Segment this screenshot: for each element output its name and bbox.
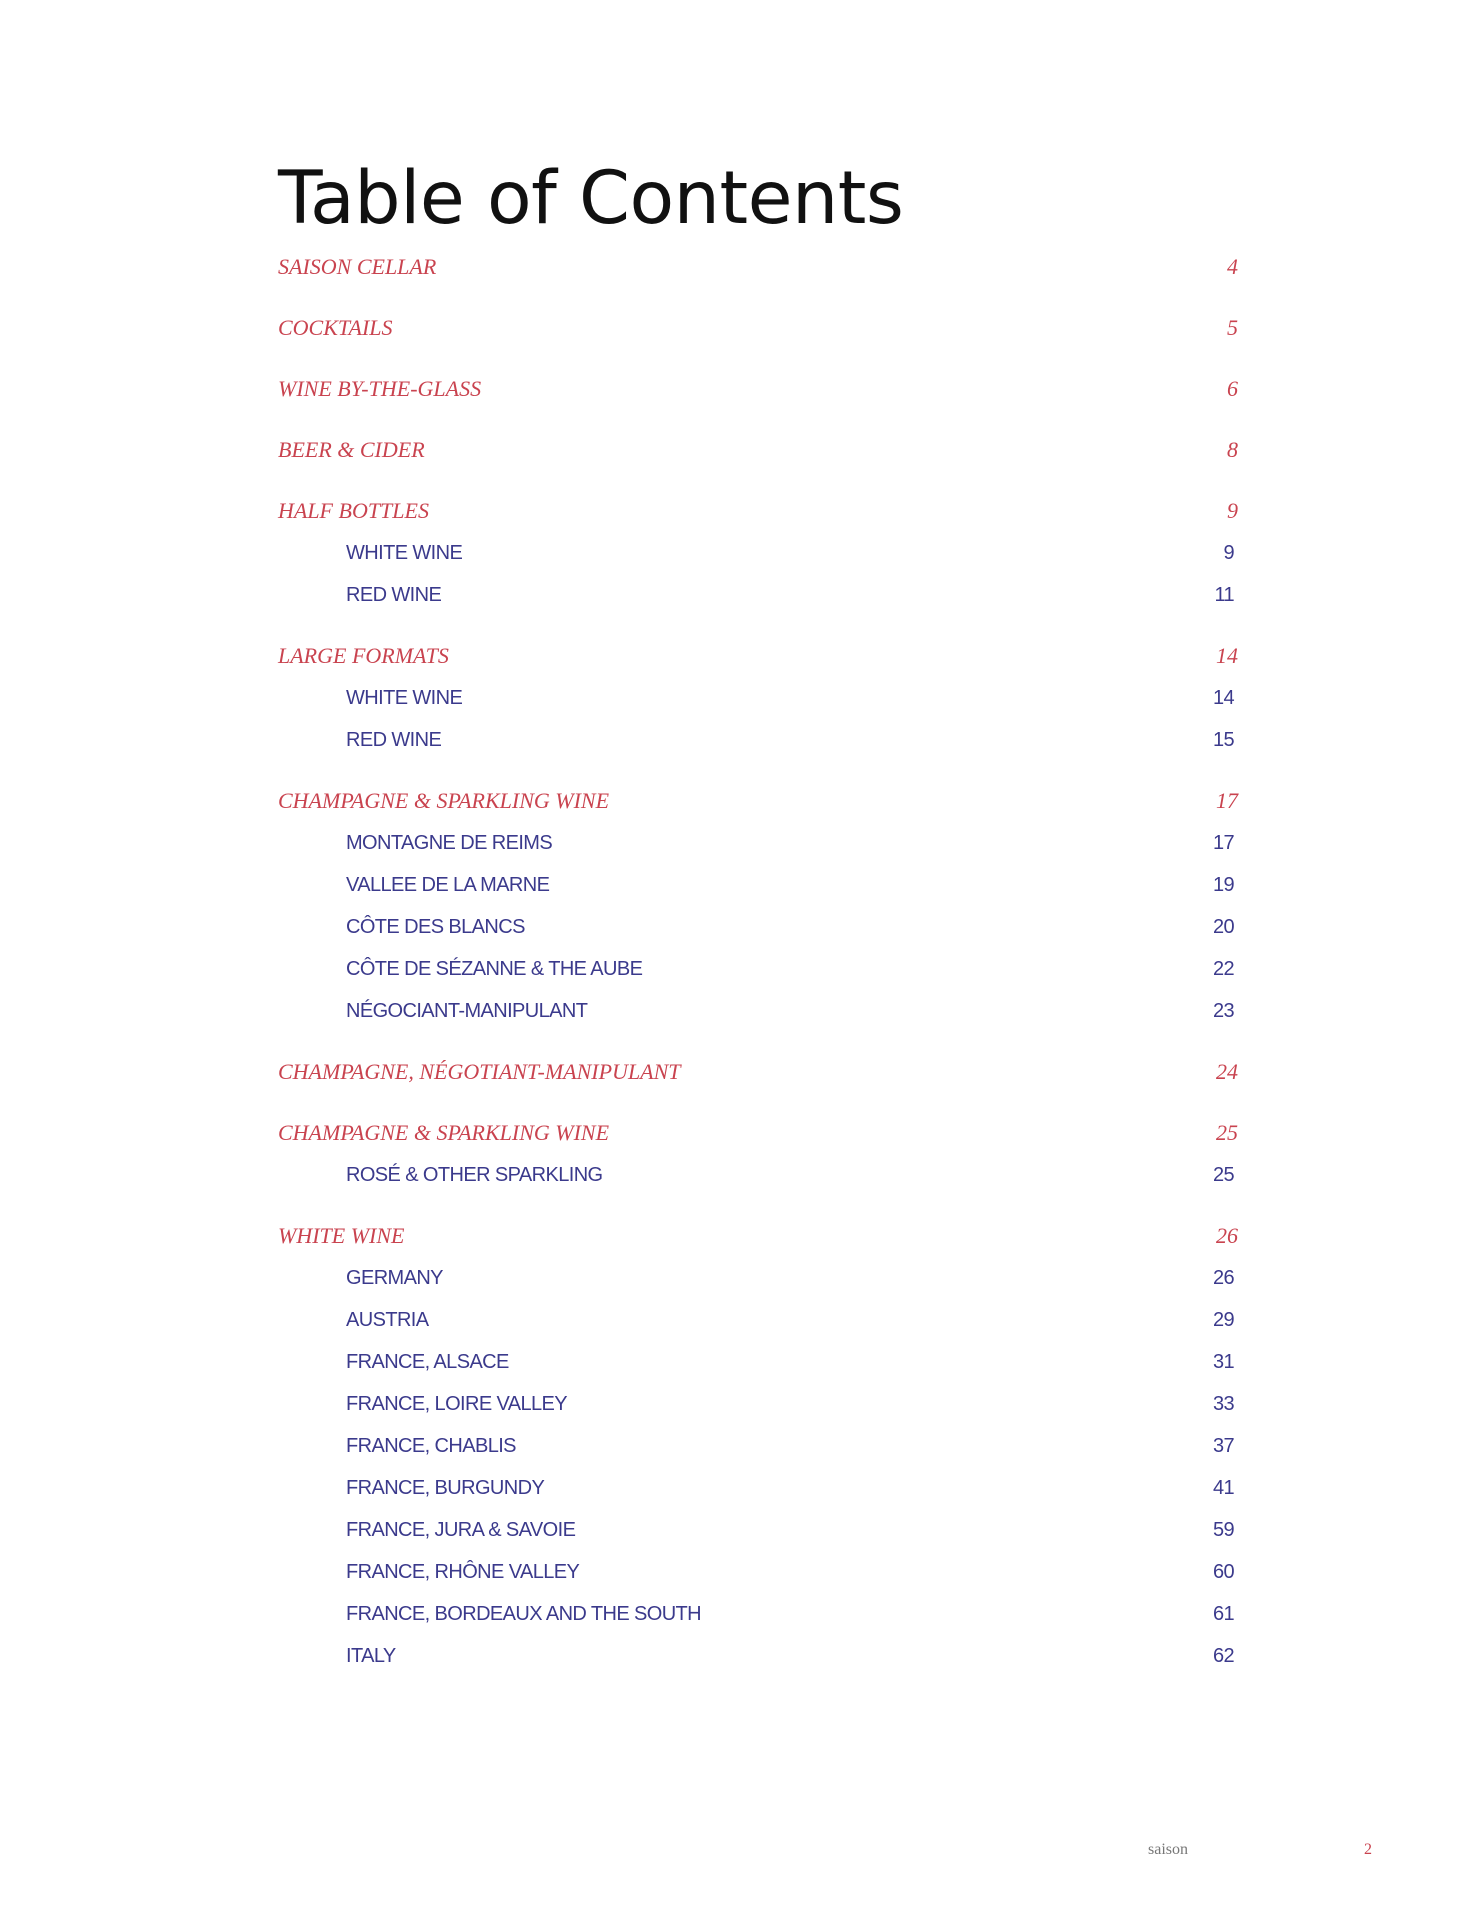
- toc-entry-label: LARGE FORMATS: [278, 643, 449, 668]
- toc-subsection-entry[interactable]: [278, 1515, 1238, 1545]
- toc-entry-label: SAISON CELLAR: [278, 254, 437, 279]
- toc-entry-page-number: 20: [1212, 916, 1234, 938]
- toc-entry-page-number: 11: [1214, 584, 1234, 606]
- toc-entry-page-number: 6: [1227, 376, 1238, 401]
- toc-entry-label: FRANCE, LOIRE VALLEY: [346, 1393, 568, 1415]
- toc-subsection-entry[interactable]: [278, 1263, 1238, 1293]
- toc-entry-label: COCKTAILS: [278, 315, 393, 340]
- toc-subsection-entry[interactable]: [278, 683, 1238, 713]
- toc-entry-page-number: 62: [1212, 1645, 1234, 1667]
- toc-entry-label: CHAMPAGNE & SPARKLING WINE: [278, 1120, 610, 1145]
- toc-section-entry[interactable]: [278, 786, 1238, 816]
- toc-entry-page-number: 22: [1212, 958, 1234, 980]
- toc-entry-page-number: 23: [1212, 1000, 1234, 1022]
- toc-section-entry[interactable]: [278, 1118, 1238, 1148]
- toc-subsection-entry[interactable]: [278, 912, 1238, 942]
- toc-entry-page-number: 41: [1212, 1477, 1234, 1499]
- toc-entry-label: RED WINE: [346, 584, 442, 606]
- toc-entry-page-number: 15: [1212, 729, 1234, 751]
- toc-entry-page-number: 14: [1212, 687, 1234, 709]
- toc-entry-label: MONTAGNE DE REIMS: [346, 832, 553, 854]
- toc-section-entry[interactable]: [278, 1057, 1238, 1087]
- toc-entry-label: FRANCE, ALSACE: [346, 1351, 509, 1373]
- toc-subsection-entry[interactable]: [278, 1305, 1238, 1335]
- toc-subsection-entry[interactable]: [278, 1557, 1238, 1587]
- footer-label: saison: [1148, 1841, 1188, 1858]
- toc-subsection-entry[interactable]: [278, 1389, 1238, 1419]
- toc-entry-page-number: 8: [1227, 437, 1238, 462]
- toc-section-entry[interactable]: [278, 313, 1238, 343]
- toc-subsection-entry[interactable]: [278, 538, 1238, 568]
- toc-entry-label: CÔTE DES BLANCS: [346, 916, 525, 938]
- toc-entry-page-number: 4: [1227, 254, 1238, 279]
- toc-subsection-entry[interactable]: [278, 1160, 1238, 1190]
- toc-entry-page-number: 9: [1223, 542, 1234, 564]
- toc-entry-page-number: 9: [1227, 498, 1238, 523]
- toc-entry-label: BEER & CIDER: [278, 437, 425, 462]
- page-title: Table of Contents: [278, 156, 904, 241]
- toc-entry-page-number: 17: [1212, 832, 1234, 854]
- toc-entry-label: FRANCE, BORDEAUX AND THE SOUTH: [346, 1603, 702, 1625]
- toc-entry-page-number: 25: [1212, 1164, 1234, 1186]
- toc-entry-label: CHAMPAGNE & SPARKLING WINE: [278, 788, 610, 813]
- toc-entry-label: CHAMPAGNE, NÉGOTIANT-MANIPULANT: [278, 1059, 681, 1084]
- toc-subsection-entry[interactable]: [278, 828, 1238, 858]
- footer-page-number: 2: [1364, 1841, 1372, 1858]
- toc-entry-label: NÉGOCIANT-MANIPULANT: [346, 1000, 588, 1022]
- toc-section-entry[interactable]: [278, 252, 1238, 282]
- toc-entry-label: CÔTE DE SÉZANNE & THE AUBE: [346, 958, 643, 980]
- toc-entry-page-number: 26: [1216, 1223, 1238, 1248]
- toc-subsection-entry[interactable]: [278, 954, 1238, 984]
- toc-subsection-entry[interactable]: [278, 870, 1238, 900]
- toc-entry-label: FRANCE, CHABLIS: [346, 1435, 516, 1457]
- toc-section-entry[interactable]: [278, 496, 1238, 526]
- toc-subsection-entry[interactable]: [278, 1473, 1238, 1503]
- toc-section-entry[interactable]: [278, 641, 1238, 671]
- toc-entry-label: HALF BOTTLES: [278, 498, 429, 523]
- toc-entry-page-number: 5: [1227, 315, 1238, 340]
- toc-entry-page-number: 26: [1212, 1267, 1234, 1289]
- toc-entry-page-number: 61: [1212, 1603, 1234, 1625]
- toc-subsection-entry[interactable]: [278, 725, 1238, 755]
- toc-entry-page-number: 33: [1212, 1393, 1234, 1415]
- toc-entry-label: FRANCE, BURGUNDY: [346, 1477, 545, 1499]
- toc-section-entry[interactable]: [278, 374, 1238, 404]
- toc-section-entry[interactable]: [278, 435, 1238, 465]
- toc-entry-label: WINE BY-THE-GLASS: [278, 376, 482, 401]
- toc-entry-label: FRANCE, JURA & SAVOIE: [346, 1519, 576, 1541]
- toc-entry-page-number: 17: [1216, 788, 1238, 813]
- toc-subsection-entry[interactable]: [278, 996, 1238, 1026]
- toc-entry-label: ITALY: [346, 1645, 396, 1667]
- toc-entry-label: WHITE WINE: [346, 687, 463, 709]
- toc-subsection-entry[interactable]: [278, 1599, 1238, 1629]
- toc-entry-label: VALLEE DE LA MARNE: [346, 874, 550, 896]
- toc-entry-label: AUSTRIA: [346, 1309, 429, 1331]
- toc-entry-label: GERMANY: [346, 1267, 443, 1289]
- toc-entry-page-number: 14: [1216, 643, 1238, 668]
- toc-entry-page-number: 25: [1216, 1120, 1238, 1145]
- toc-entry-page-number: 37: [1212, 1435, 1234, 1457]
- toc-entry-label: RED WINE: [346, 729, 442, 751]
- toc-entry-label: WHITE WINE: [346, 542, 463, 564]
- toc-entry-page-number: 31: [1212, 1351, 1234, 1373]
- toc-entry-page-number: 59: [1212, 1519, 1234, 1541]
- toc-entry-page-number: 60: [1212, 1561, 1234, 1583]
- toc-section-entry[interactable]: [278, 1221, 1238, 1251]
- toc-subsection-entry[interactable]: [278, 580, 1238, 610]
- toc-entry-label: ROSÉ & OTHER SPARKLING: [346, 1164, 603, 1186]
- toc-subsection-entry[interactable]: [278, 1641, 1238, 1671]
- toc-entry-label: WHITE WINE: [278, 1223, 405, 1248]
- toc-entry-page-number: 24: [1216, 1059, 1238, 1084]
- toc-entry-label: FRANCE, RHÔNE VALLEY: [346, 1561, 580, 1583]
- toc-entry-page-number: 29: [1212, 1309, 1234, 1331]
- toc-entry-page-number: 19: [1212, 874, 1234, 896]
- toc-subsection-entry[interactable]: [278, 1431, 1238, 1461]
- toc-subsection-entry[interactable]: [278, 1347, 1238, 1377]
